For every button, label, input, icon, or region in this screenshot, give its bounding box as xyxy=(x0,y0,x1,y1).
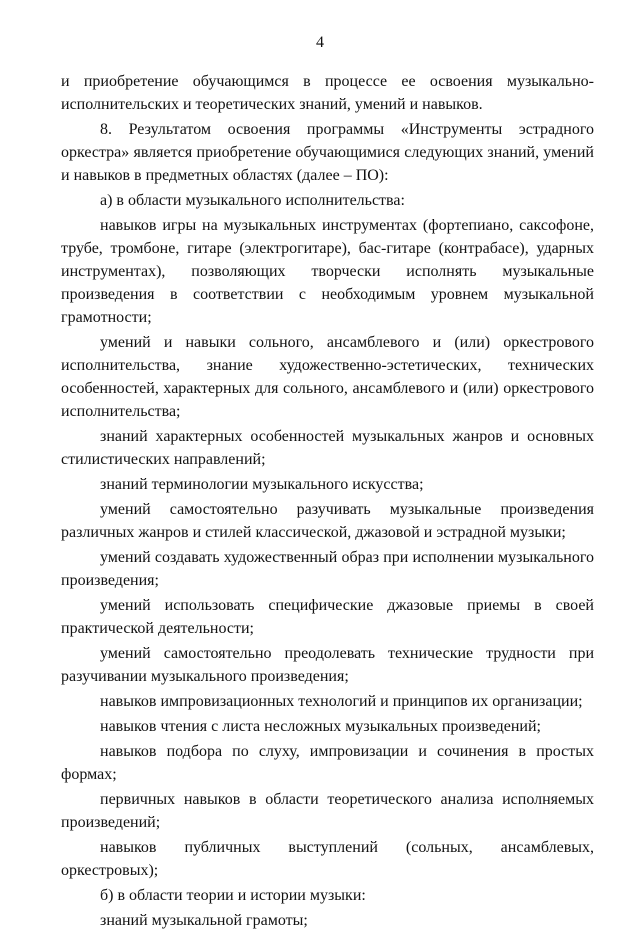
list-item: умений самостоятельно разучивать музыкальные произведения различных жанров и стилей классической, джазовой и эстрадной музыки; xyxy=(61,501,594,541)
list-item: умений самостоятельно преодолевать технические трудности при разучивании музыкального произведения; xyxy=(61,645,594,685)
paragraph-section-8: 8. Результатом освоения программы «Инструменты эстрадного оркестра» является приобретение обучающимися следующих знаний, умений и навыков в предметных областях (далее – ПО): xyxy=(61,121,594,184)
list-item: навыков чтения с листа несложных музыкальных произведений; xyxy=(100,718,541,735)
subheading-theory: б) в области теории и истории музыки: xyxy=(100,887,366,904)
list-item: знаний характерных особенностей музыкальных жанров и основных стилистических направлений; xyxy=(61,428,594,468)
list-item: умений создавать художественный образ при исполнении музыкального произведения; xyxy=(61,549,594,589)
list-item: навыков публичных выступлений (сольных, ансамблевых, оркестровых); xyxy=(61,839,594,879)
paragraph-continuation: и приобретение обучающимся в процессе ее освоения музыкально-исполнительских и теоретических знаний, умений и навыков. xyxy=(61,73,594,113)
list-item: знаний терминологии музыкального искусства; xyxy=(100,476,424,493)
list-item: первичных навыков в области теоретического анализа исполняемых произведений; xyxy=(61,791,594,831)
page-number: 4 xyxy=(316,34,324,51)
list-item: умений и навыки сольного, ансамблевого и (или) оркестрового исполнительства, знание художественно-эстетических, технических особенностей, характерных для сольного, ансамблевого и (или) оркестрового исполнительства; xyxy=(61,334,594,420)
document-body xyxy=(61,70,594,934)
list-item: навыков игры на музыкальных инструментах (фортепиано, саксофоне, трубе, тромбоне, гитаре (электрогитаре), бас-гитаре (контрабасе), ударных инструментах), позволяющих творчески исполнять музыкальные произведения в соответствии с необходимым уровнем музыкальной грамотности; xyxy=(61,217,594,326)
list-item: навыков подбора по слуху, импровизации и сочинения в простых формах; xyxy=(61,743,594,783)
subheading-performance: а) в области музыкального исполнительства: xyxy=(100,192,405,209)
list-item: умений использовать специфические джазовые приемы в своей практической деятельности; xyxy=(61,597,594,637)
list-item: навыков импровизационных технологий и принципов их организации; xyxy=(100,693,583,710)
list-item: знаний музыкальной грамоты; xyxy=(100,912,308,929)
